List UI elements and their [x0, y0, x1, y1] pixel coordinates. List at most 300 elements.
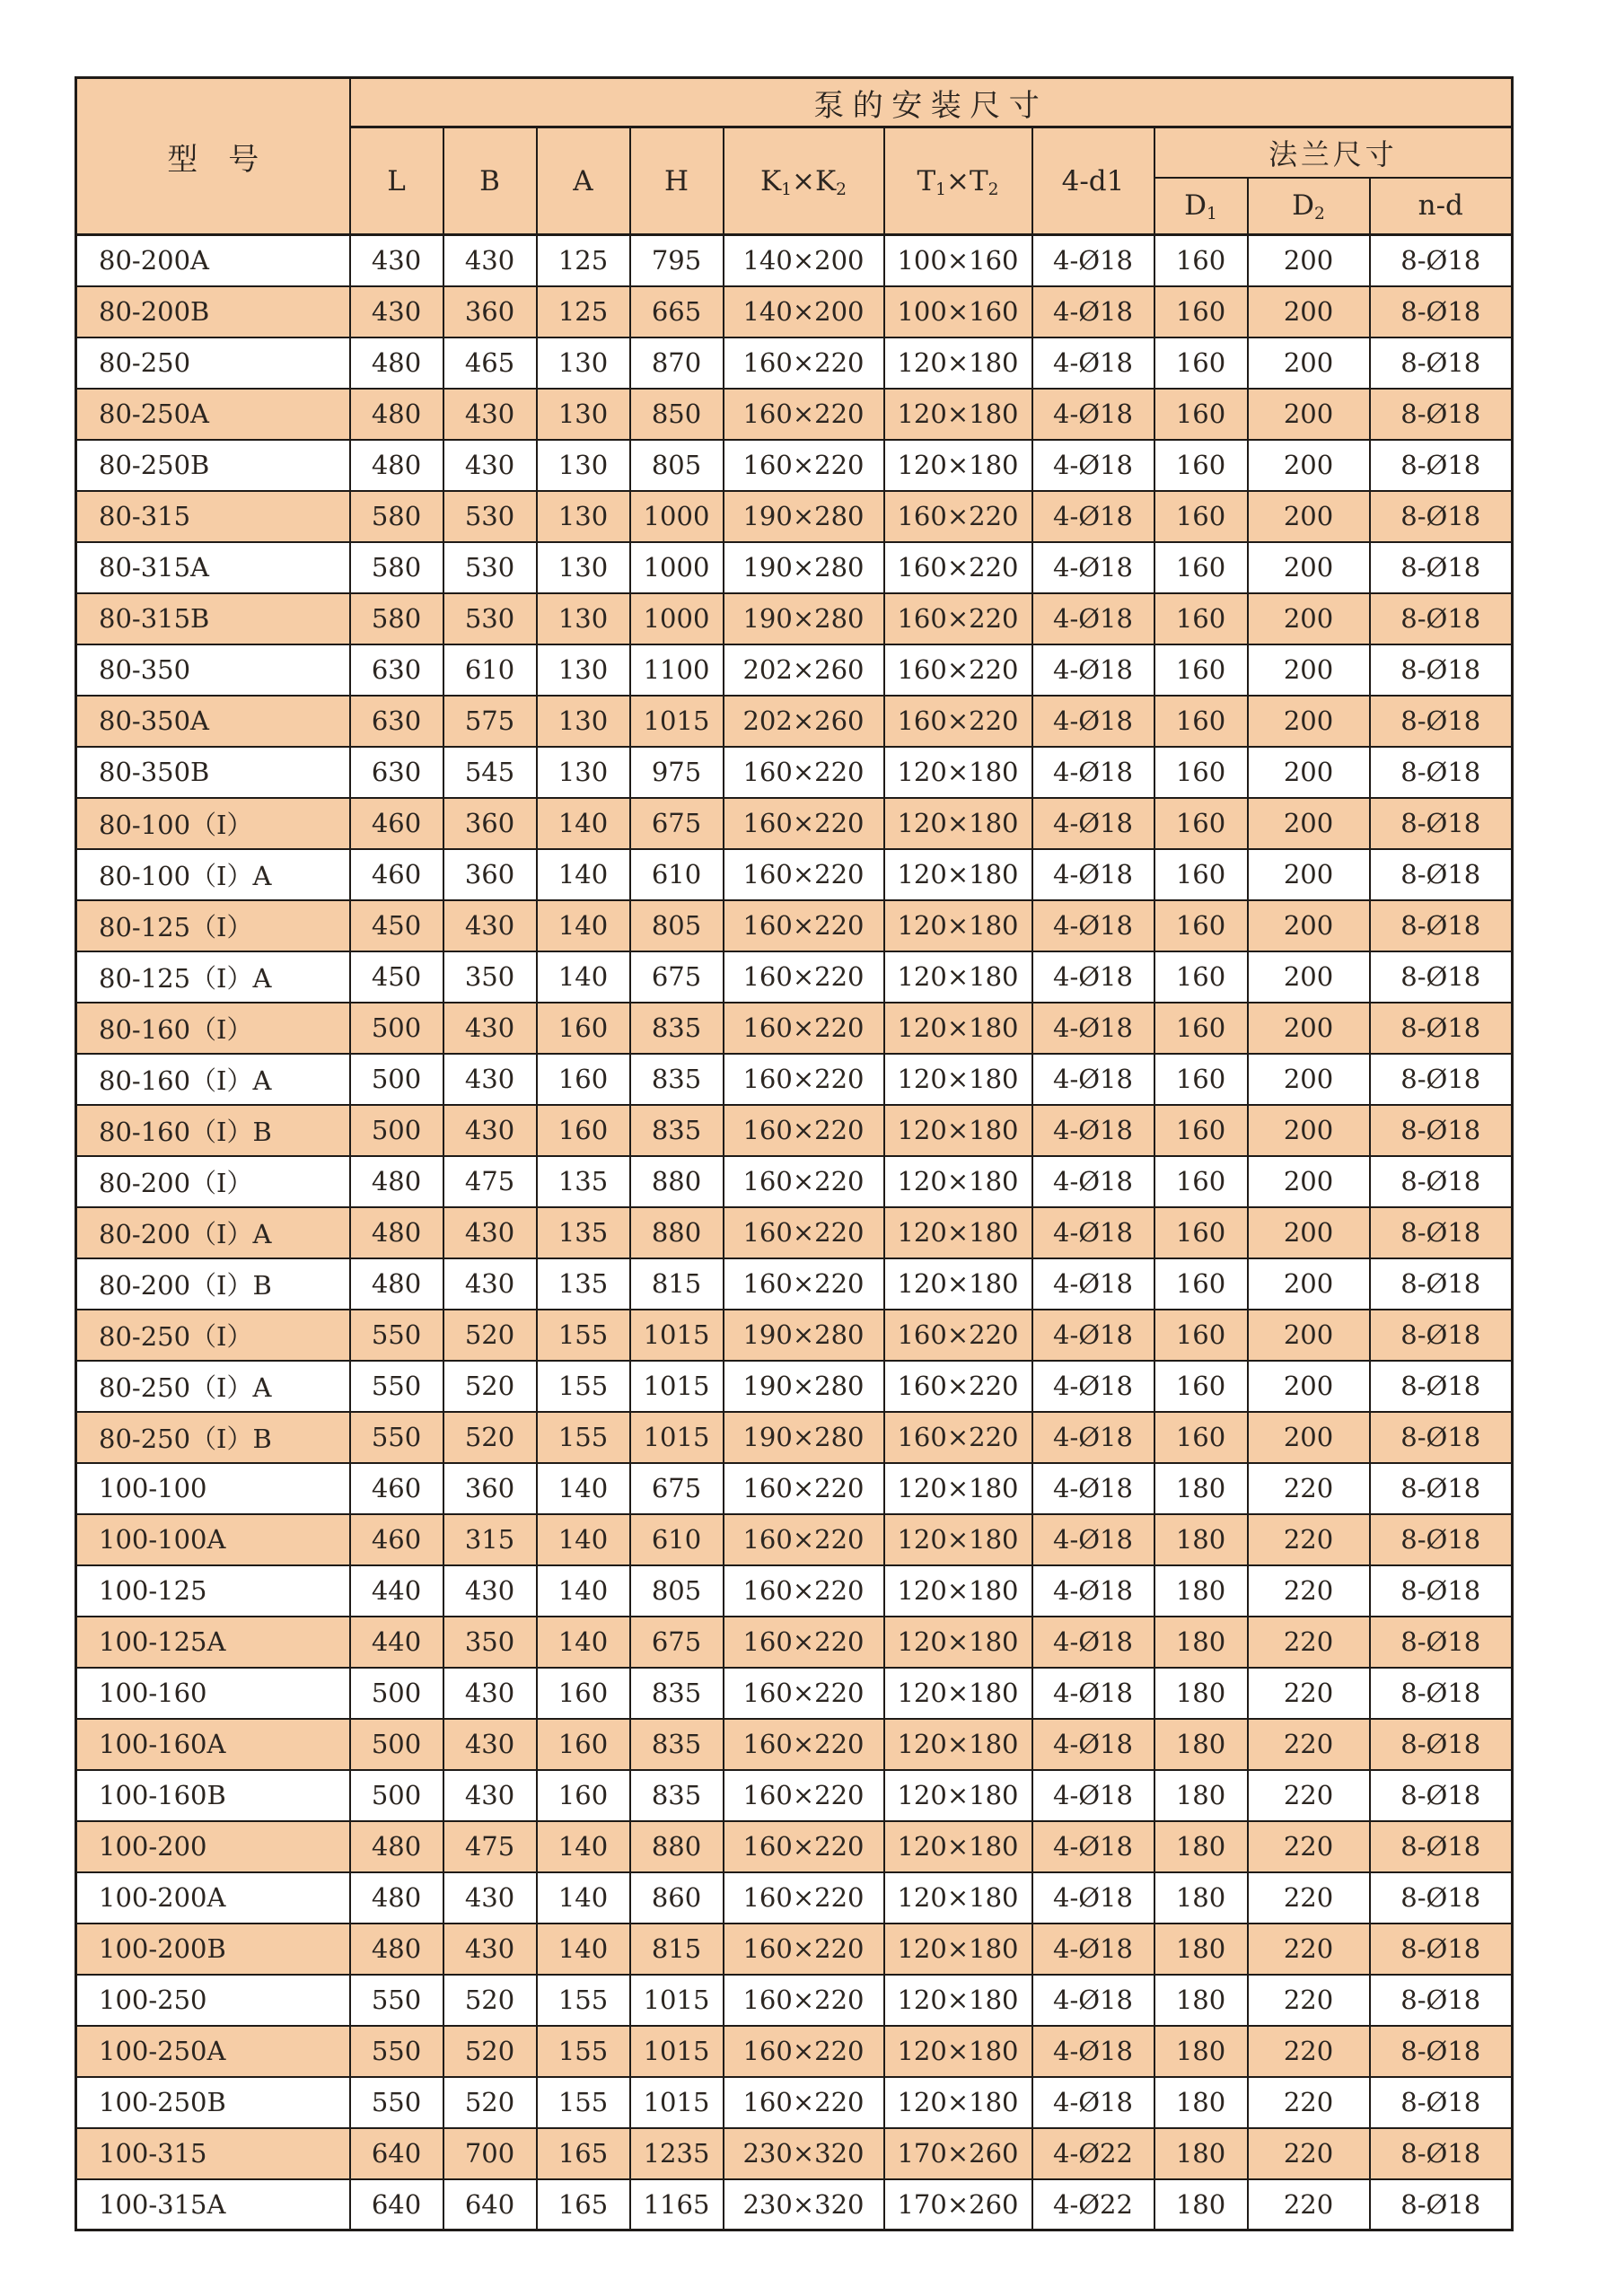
value-cell: 4-Ø18 [1032, 1003, 1154, 1054]
value-cell: 160×220 [884, 542, 1032, 593]
value-cell: 160×220 [724, 1821, 884, 1872]
value-cell: 4-Ø18 [1032, 542, 1154, 593]
model-cell: 80-160（I）B [76, 1105, 350, 1156]
model-cell: 80-315B [76, 593, 350, 644]
value-cell: 4-Ø18 [1032, 1975, 1154, 2026]
table-row [76, 2179, 1513, 2230]
k2-label: K [814, 164, 837, 197]
value-cell: 120×180 [884, 798, 1032, 849]
value-cell: 200 [1248, 1054, 1370, 1105]
value-cell: 160×220 [724, 1565, 884, 1617]
value-cell: 160 [1154, 1207, 1248, 1258]
table-row [76, 900, 1513, 951]
value-cell: 120×180 [884, 1003, 1032, 1054]
value-cell: 160 [1154, 849, 1248, 900]
model-cell: 80-250 [76, 337, 350, 389]
value-cell: 160 [537, 1719, 630, 1770]
value-cell: 8-Ø18 [1370, 1361, 1513, 1412]
value-cell: 675 [630, 1617, 724, 1668]
value-cell: 220 [1248, 2179, 1370, 2230]
value-cell: 8-Ø18 [1370, 1924, 1513, 1975]
value-cell: 4-Ø18 [1032, 337, 1154, 389]
value-cell: 4-Ø18 [1032, 696, 1154, 747]
header-model: 型 号 [76, 78, 350, 235]
value-cell: 155 [537, 1361, 630, 1412]
value-cell: 190×280 [724, 542, 884, 593]
value-cell: 640 [443, 2179, 537, 2230]
value-cell: 835 [630, 1054, 724, 1105]
value-cell: 130 [537, 440, 630, 491]
value-cell: 675 [630, 1463, 724, 1514]
model-cell: 80-160（I）A [76, 1054, 350, 1105]
value-cell: 430 [443, 1770, 537, 1821]
value-cell: 200 [1248, 951, 1370, 1003]
value-cell: 580 [350, 593, 443, 644]
model-cell: 80-250（I） [76, 1310, 350, 1361]
value-cell: 160 [1154, 440, 1248, 491]
table-row [76, 1617, 1513, 1668]
value-cell: 4-Ø18 [1032, 951, 1154, 1003]
value-cell: 450 [350, 900, 443, 951]
model-cell: 100-250B [76, 2077, 350, 2128]
table-row [76, 1463, 1513, 1514]
value-cell: 160 [1154, 593, 1248, 644]
value-cell: 1235 [630, 2128, 724, 2179]
value-cell: 200 [1248, 1207, 1370, 1258]
value-cell: 630 [350, 644, 443, 696]
value-cell: 130 [537, 491, 630, 542]
value-cell: 550 [350, 1310, 443, 1361]
value-cell: 550 [350, 1361, 443, 1412]
value-cell: 8-Ø18 [1370, 1821, 1513, 1872]
value-cell: 160×220 [724, 900, 884, 951]
value-cell: 160×220 [724, 2026, 884, 2077]
value-cell: 500 [350, 1054, 443, 1105]
value-cell: 8-Ø18 [1370, 1156, 1513, 1207]
model-cell: 100-315A [76, 2179, 350, 2230]
value-cell: 675 [630, 798, 724, 849]
value-cell: 120×180 [884, 1770, 1032, 1821]
value-cell: 200 [1248, 798, 1370, 849]
value-cell: 200 [1248, 1105, 1370, 1156]
header-col-k1xk2 [724, 127, 884, 235]
value-cell: 1015 [630, 1361, 724, 1412]
value-cell: 130 [537, 542, 630, 593]
value-cell: 160 [537, 1770, 630, 1821]
value-cell: 460 [350, 849, 443, 900]
value-cell: 610 [630, 849, 724, 900]
value-cell: 160 [537, 1003, 630, 1054]
value-cell: 130 [537, 696, 630, 747]
model-cell: 100-160 [76, 1668, 350, 1719]
model-cell: 80-100（I） [76, 798, 350, 849]
value-cell: 8-Ø18 [1370, 491, 1513, 542]
t1-label: T [917, 164, 936, 197]
value-cell: 220 [1248, 1617, 1370, 1668]
value-cell: 8-Ø18 [1370, 2026, 1513, 2077]
model-cell: 100-250A [76, 2026, 350, 2077]
value-cell: 160×220 [884, 644, 1032, 696]
value-cell: 155 [537, 1975, 630, 2026]
model-cell: 80-200A [76, 235, 350, 286]
value-cell: 120×180 [884, 389, 1032, 440]
value-cell: 480 [350, 1821, 443, 1872]
value-cell: 8-Ø18 [1370, 1310, 1513, 1361]
value-cell: 140×200 [724, 286, 884, 337]
value-cell: 160×220 [724, 1207, 884, 1258]
value-cell: 120×180 [884, 1463, 1032, 1514]
value-cell: 160×220 [724, 440, 884, 491]
value-cell: 160×220 [724, 1463, 884, 1514]
value-cell: 440 [350, 1565, 443, 1617]
value-cell: 545 [443, 747, 537, 798]
header-col-4d1: 4-d1 [1032, 127, 1154, 235]
model-cell: 80-200B [76, 286, 350, 337]
value-cell: 130 [537, 337, 630, 389]
value-cell: 4-Ø18 [1032, 389, 1154, 440]
value-cell: 160×220 [724, 389, 884, 440]
value-cell: 160×220 [724, 747, 884, 798]
value-cell: 8-Ø18 [1370, 1719, 1513, 1770]
table-row [76, 1975, 1513, 2026]
value-cell: 550 [350, 1412, 443, 1463]
value-cell: 202×260 [724, 696, 884, 747]
value-cell: 160×220 [884, 593, 1032, 644]
value-cell: 1015 [630, 2077, 724, 2128]
value-cell: 160×220 [724, 951, 884, 1003]
value-cell: 155 [537, 1412, 630, 1463]
value-cell: 180 [1154, 1872, 1248, 1924]
value-cell: 200 [1248, 900, 1370, 951]
value-cell: 165 [537, 2179, 630, 2230]
table-row [76, 1105, 1513, 1156]
value-cell: 795 [630, 235, 724, 286]
value-cell: 870 [630, 337, 724, 389]
table-row [76, 1719, 1513, 1770]
value-cell: 190×280 [724, 593, 884, 644]
value-cell: 430 [443, 1105, 537, 1156]
value-cell: 805 [630, 900, 724, 951]
value-cell: 430 [443, 1258, 537, 1310]
value-cell: 200 [1248, 440, 1370, 491]
value-cell: 120×180 [884, 1514, 1032, 1565]
value-cell: 140 [537, 1924, 630, 1975]
table-row [76, 1821, 1513, 1872]
value-cell: 8-Ø18 [1370, 2077, 1513, 2128]
value-cell: 520 [443, 2026, 537, 2077]
value-cell: 100×160 [884, 286, 1032, 337]
value-cell: 160×220 [724, 337, 884, 389]
table-row [76, 696, 1513, 747]
table-row [76, 1361, 1513, 1412]
value-cell: 480 [350, 1207, 443, 1258]
value-cell: 160×220 [724, 1105, 884, 1156]
value-cell: 8-Ø18 [1370, 1105, 1513, 1156]
value-cell: 160×220 [724, 1054, 884, 1105]
value-cell: 120×180 [884, 1258, 1032, 1310]
value-cell: 8-Ø18 [1370, 798, 1513, 849]
value-cell: 315 [443, 1514, 537, 1565]
value-cell: 190×280 [724, 491, 884, 542]
times-sign: × [946, 164, 970, 197]
table-row [76, 389, 1513, 440]
value-cell: 140 [537, 1617, 630, 1668]
model-cell: 80-200（I）B [76, 1258, 350, 1310]
value-cell: 665 [630, 286, 724, 337]
value-cell: 475 [443, 1821, 537, 1872]
value-cell: 4-Ø18 [1032, 1668, 1154, 1719]
value-cell: 835 [630, 1719, 724, 1770]
value-cell: 1015 [630, 1310, 724, 1361]
value-cell: 4-Ø18 [1032, 1310, 1154, 1361]
model-cell: 80-315 [76, 491, 350, 542]
value-cell: 180 [1154, 1975, 1248, 2026]
value-cell: 520 [443, 1975, 537, 2026]
value-cell: 200 [1248, 389, 1370, 440]
value-cell: 200 [1248, 235, 1370, 286]
value-cell: 8-Ø18 [1370, 1412, 1513, 1463]
table-row [76, 1207, 1513, 1258]
value-cell: 530 [443, 542, 537, 593]
value-cell: 630 [350, 747, 443, 798]
value-cell: 8-Ø18 [1370, 1514, 1513, 1565]
value-cell: 430 [350, 235, 443, 286]
model-cell: 80-350B [76, 747, 350, 798]
model-cell: 100-200 [76, 1821, 350, 1872]
value-cell: 220 [1248, 1719, 1370, 1770]
value-cell: 8-Ø18 [1370, 644, 1513, 696]
value-cell: 160 [1154, 389, 1248, 440]
value-cell: 220 [1248, 1514, 1370, 1565]
value-cell: 4-Ø18 [1032, 1821, 1154, 1872]
value-cell: 120×180 [884, 1617, 1032, 1668]
table-row [76, 951, 1513, 1003]
value-cell: 8-Ø18 [1370, 849, 1513, 900]
value-cell: 160×220 [884, 696, 1032, 747]
value-cell: 975 [630, 747, 724, 798]
value-cell: 135 [537, 1258, 630, 1310]
t2-label: T [969, 164, 988, 197]
value-cell: 155 [537, 1310, 630, 1361]
t2-subscript: 2 [988, 180, 999, 199]
value-cell: 180 [1154, 2077, 1248, 2128]
value-cell: 200 [1248, 286, 1370, 337]
value-cell: 700 [443, 2128, 537, 2179]
value-cell: 480 [350, 1156, 443, 1207]
value-cell: 460 [350, 798, 443, 849]
value-cell: 520 [443, 2077, 537, 2128]
value-cell: 160 [1154, 235, 1248, 286]
value-cell: 835 [630, 1770, 724, 1821]
value-cell: 160×220 [724, 2077, 884, 2128]
value-cell: 120×180 [884, 1054, 1032, 1105]
value-cell: 430 [443, 1668, 537, 1719]
value-cell: 160 [1154, 491, 1248, 542]
table-row [76, 235, 1513, 286]
value-cell: 640 [350, 2128, 443, 2179]
value-cell: 200 [1248, 1156, 1370, 1207]
value-cell: 220 [1248, 2077, 1370, 2128]
header-col-A: A [537, 127, 630, 235]
model-cell: 80-250B [76, 440, 350, 491]
value-cell: 170×260 [884, 2128, 1032, 2179]
value-cell: 160 [1154, 1003, 1248, 1054]
value-cell: 160×220 [724, 1719, 884, 1770]
value-cell: 8-Ø18 [1370, 1207, 1513, 1258]
value-cell: 4-Ø18 [1032, 1258, 1154, 1310]
value-cell: 8-Ø18 [1370, 1463, 1513, 1514]
value-cell: 4-Ø18 [1032, 440, 1154, 491]
table-row [76, 1258, 1513, 1310]
value-cell: 430 [443, 1054, 537, 1105]
value-cell: 140 [537, 1821, 630, 1872]
value-cell: 180 [1154, 1514, 1248, 1565]
value-cell: 4-Ø18 [1032, 286, 1154, 337]
value-cell: 120×180 [884, 1668, 1032, 1719]
value-cell: 200 [1248, 1258, 1370, 1310]
value-cell: 360 [443, 286, 537, 337]
table-row [76, 337, 1513, 389]
value-cell: 190×280 [724, 1310, 884, 1361]
value-cell: 180 [1154, 1668, 1248, 1719]
value-cell: 430 [443, 1003, 537, 1054]
value-cell: 8-Ø18 [1370, 286, 1513, 337]
table-row [76, 1668, 1513, 1719]
value-cell: 4-Ø18 [1032, 2077, 1154, 2128]
value-cell: 160×220 [724, 1003, 884, 1054]
value-cell: 480 [350, 337, 443, 389]
value-cell: 220 [1248, 1463, 1370, 1514]
value-cell: 160 [1154, 542, 1248, 593]
value-cell: 530 [443, 491, 537, 542]
value-cell: 8-Ø18 [1370, 696, 1513, 747]
model-cell: 100-100A [76, 1514, 350, 1565]
value-cell: 8-Ø18 [1370, 1770, 1513, 1821]
value-cell: 4-Ø18 [1032, 1565, 1154, 1617]
value-cell: 350 [443, 951, 537, 1003]
value-cell: 530 [443, 593, 537, 644]
table-row [76, 1924, 1513, 1975]
value-cell: 475 [443, 1156, 537, 1207]
model-cell: 100-200B [76, 1924, 350, 1975]
value-cell: 4-Ø18 [1032, 593, 1154, 644]
value-cell: 130 [537, 747, 630, 798]
value-cell: 155 [537, 2077, 630, 2128]
value-cell: 460 [350, 1514, 443, 1565]
value-cell: 200 [1248, 1412, 1370, 1463]
value-cell: 220 [1248, 2128, 1370, 2179]
value-cell: 180 [1154, 1463, 1248, 1514]
value-cell: 500 [350, 1668, 443, 1719]
value-cell: 860 [630, 1872, 724, 1924]
value-cell: 550 [350, 1975, 443, 2026]
value-cell: 480 [350, 389, 443, 440]
value-cell: 120×180 [884, 2077, 1032, 2128]
value-cell: 140 [537, 1565, 630, 1617]
value-cell: 850 [630, 389, 724, 440]
value-cell: 180 [1154, 2128, 1248, 2179]
value-cell: 4-Ø18 [1032, 900, 1154, 951]
value-cell: 480 [350, 440, 443, 491]
value-cell: 140 [537, 1514, 630, 1565]
header-flange-dimensions: 法兰尺寸 [1154, 127, 1513, 178]
value-cell: 4-Ø22 [1032, 2128, 1154, 2179]
value-cell: 480 [350, 1872, 443, 1924]
value-cell: 430 [443, 1207, 537, 1258]
table-row [76, 2026, 1513, 2077]
value-cell: 120×180 [884, 1719, 1032, 1770]
value-cell: 8-Ø18 [1370, 1975, 1513, 2026]
value-cell: 460 [350, 1463, 443, 1514]
value-cell: 130 [537, 644, 630, 696]
value-cell: 805 [630, 1565, 724, 1617]
value-cell: 4-Ø18 [1032, 747, 1154, 798]
table-row [76, 798, 1513, 849]
value-cell: 880 [630, 1156, 724, 1207]
value-cell: 160×220 [884, 491, 1032, 542]
value-cell: 500 [350, 1719, 443, 1770]
value-cell: 8-Ø18 [1370, 337, 1513, 389]
value-cell: 1000 [630, 542, 724, 593]
model-cell: 80-125（I）A [76, 951, 350, 1003]
value-cell: 220 [1248, 2026, 1370, 2077]
value-cell: 220 [1248, 1924, 1370, 1975]
value-cell: 4-Ø18 [1032, 1770, 1154, 1821]
value-cell: 500 [350, 1105, 443, 1156]
value-cell: 4-Ø18 [1032, 798, 1154, 849]
table-row [76, 542, 1513, 593]
value-cell: 180 [1154, 1821, 1248, 1872]
value-cell: 480 [350, 1258, 443, 1310]
table-row [76, 286, 1513, 337]
value-cell: 120×180 [884, 849, 1032, 900]
value-cell: 4-Ø18 [1032, 1054, 1154, 1105]
value-cell: 160×220 [884, 1412, 1032, 1463]
value-cell: 4-Ø18 [1032, 1514, 1154, 1565]
value-cell: 130 [537, 389, 630, 440]
value-cell: 8-Ø18 [1370, 2128, 1513, 2179]
value-cell: 430 [443, 1924, 537, 1975]
value-cell: 160×220 [884, 1361, 1032, 1412]
value-cell: 160×220 [724, 1617, 884, 1668]
header-install-dimensions: 泵的安装尺寸 [350, 78, 1513, 127]
value-cell: 8-Ø18 [1370, 1258, 1513, 1310]
value-cell: 180 [1154, 1770, 1248, 1821]
value-cell: 8-Ø18 [1370, 1617, 1513, 1668]
value-cell: 4-Ø18 [1032, 1924, 1154, 1975]
header-col-t1xt2 [884, 127, 1032, 235]
value-cell: 180 [1154, 1719, 1248, 1770]
value-cell: 140 [537, 1463, 630, 1514]
value-cell: 430 [443, 1719, 537, 1770]
value-cell: 1015 [630, 1975, 724, 2026]
value-cell: 1100 [630, 644, 724, 696]
value-cell: 160 [1154, 798, 1248, 849]
value-cell: 360 [443, 1463, 537, 1514]
value-cell: 120×180 [884, 1156, 1032, 1207]
value-cell: 480 [350, 1924, 443, 1975]
value-cell: 155 [537, 2026, 630, 2077]
model-cell: 80-350A [76, 696, 350, 747]
model-cell: 80-250A [76, 389, 350, 440]
value-cell: 4-Ø18 [1032, 2026, 1154, 2077]
value-cell: 200 [1248, 644, 1370, 696]
value-cell: 120×180 [884, 1207, 1032, 1258]
value-cell: 130 [537, 593, 630, 644]
value-cell: 640 [350, 2179, 443, 2230]
value-cell: 4-Ø18 [1032, 1361, 1154, 1412]
k1-label: K [759, 164, 782, 197]
